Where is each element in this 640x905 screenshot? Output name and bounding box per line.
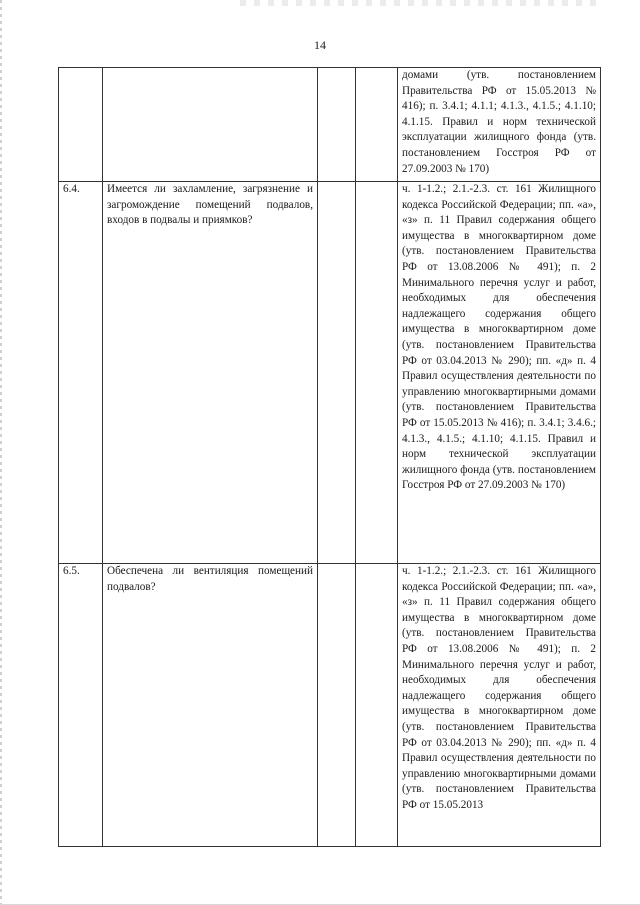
answer-cell — [318, 68, 356, 182]
answer-cell — [318, 564, 356, 847]
page-number: 14 — [314, 38, 326, 52]
checklist-table — [58, 67, 601, 847]
table-row — [59, 182, 601, 564]
item-number-cell: 6.4. — [59, 182, 103, 564]
legal-reference-cell: ч. 1-1.2.; 2.1.-2.3. ст. 161 Жилищного кодекса Российской Федерации; пп. «а», «з» п. 11 Правил содержания общего имущества в многоквартирном доме (утв. постановлением Правительства РФ от 13.08.2006 № 491); п. 2 Минимального перечня услуг и работ, необходимых для обеспечения надлежащего содержания общего имущества в многоквартирном доме (утв. постановлением Правительства РФ от 03.04.2013 № 290); пп. «д» п. 4 Правил осуществления деятельности по управлению многоквартирными домами (утв. постановлением Правительства РФ от 15.05.2013 — [398, 564, 601, 847]
question-cell: Обеспечена ли вентиляция помещений подвалов? — [103, 564, 318, 847]
note-cell — [356, 182, 398, 564]
question-cell — [103, 68, 318, 182]
table-row — [59, 68, 601, 182]
scan-top-artifact — [240, 0, 600, 6]
scan-edge-artifact — [0, 0, 2, 905]
answer-cell — [318, 182, 356, 564]
note-cell — [356, 564, 398, 847]
note-cell — [356, 68, 398, 182]
question-cell: Имеется ли захламление, загрязнение и загромождение помещений подвалов, входов в подвалы и приямков? — [103, 182, 318, 564]
table-row — [59, 564, 601, 847]
item-number-cell: 6.5. — [59, 564, 103, 847]
legal-reference-cell: домами (утв. постановлением Правительства РФ от 15.05.2013 № 416); п. 3.4.1; 4.1.1; 4.1.3., 4.1.5.; 4.1.10; 4.1.15. Правил и норм технической эксплуатации жилищного фонда (утв. постановлением Госстроя РФ от 27.09.2003 № 170) — [398, 68, 601, 182]
legal-reference-cell: ч. 1-1.2.; 2.1.-2.3. ст. 161 Жилищного кодекса Российской Федерации; пп. «а», «з» п. 11 Правил содержания общего имущества в многоквартирном доме (утв. постановлением Правительства РФ от 13.08.2006 № 491); п. 2 Минимального перечня услуг и работ, необходимых для обеспечения надлежащего содержания общего имущества в многоквартирном доме (утв. постановлением Правительства РФ от 03.04.2013 № 290); пп. «д» п. 4 Правил осуществления деятельности по управлению многоквартирными домами (утв. постановлением Правительства РФ от 15.05.2013 № 416); п. 3.4.1; 3.4.6.; 4.1.3., 4.1.5.; 4.1.10; 4.1.15. Правил и норм технической эксплуатации жилищного фонда (утв. постановлением Госстроя РФ от 27.09.2003 № 170) — [398, 182, 601, 564]
item-number-cell — [59, 68, 103, 182]
